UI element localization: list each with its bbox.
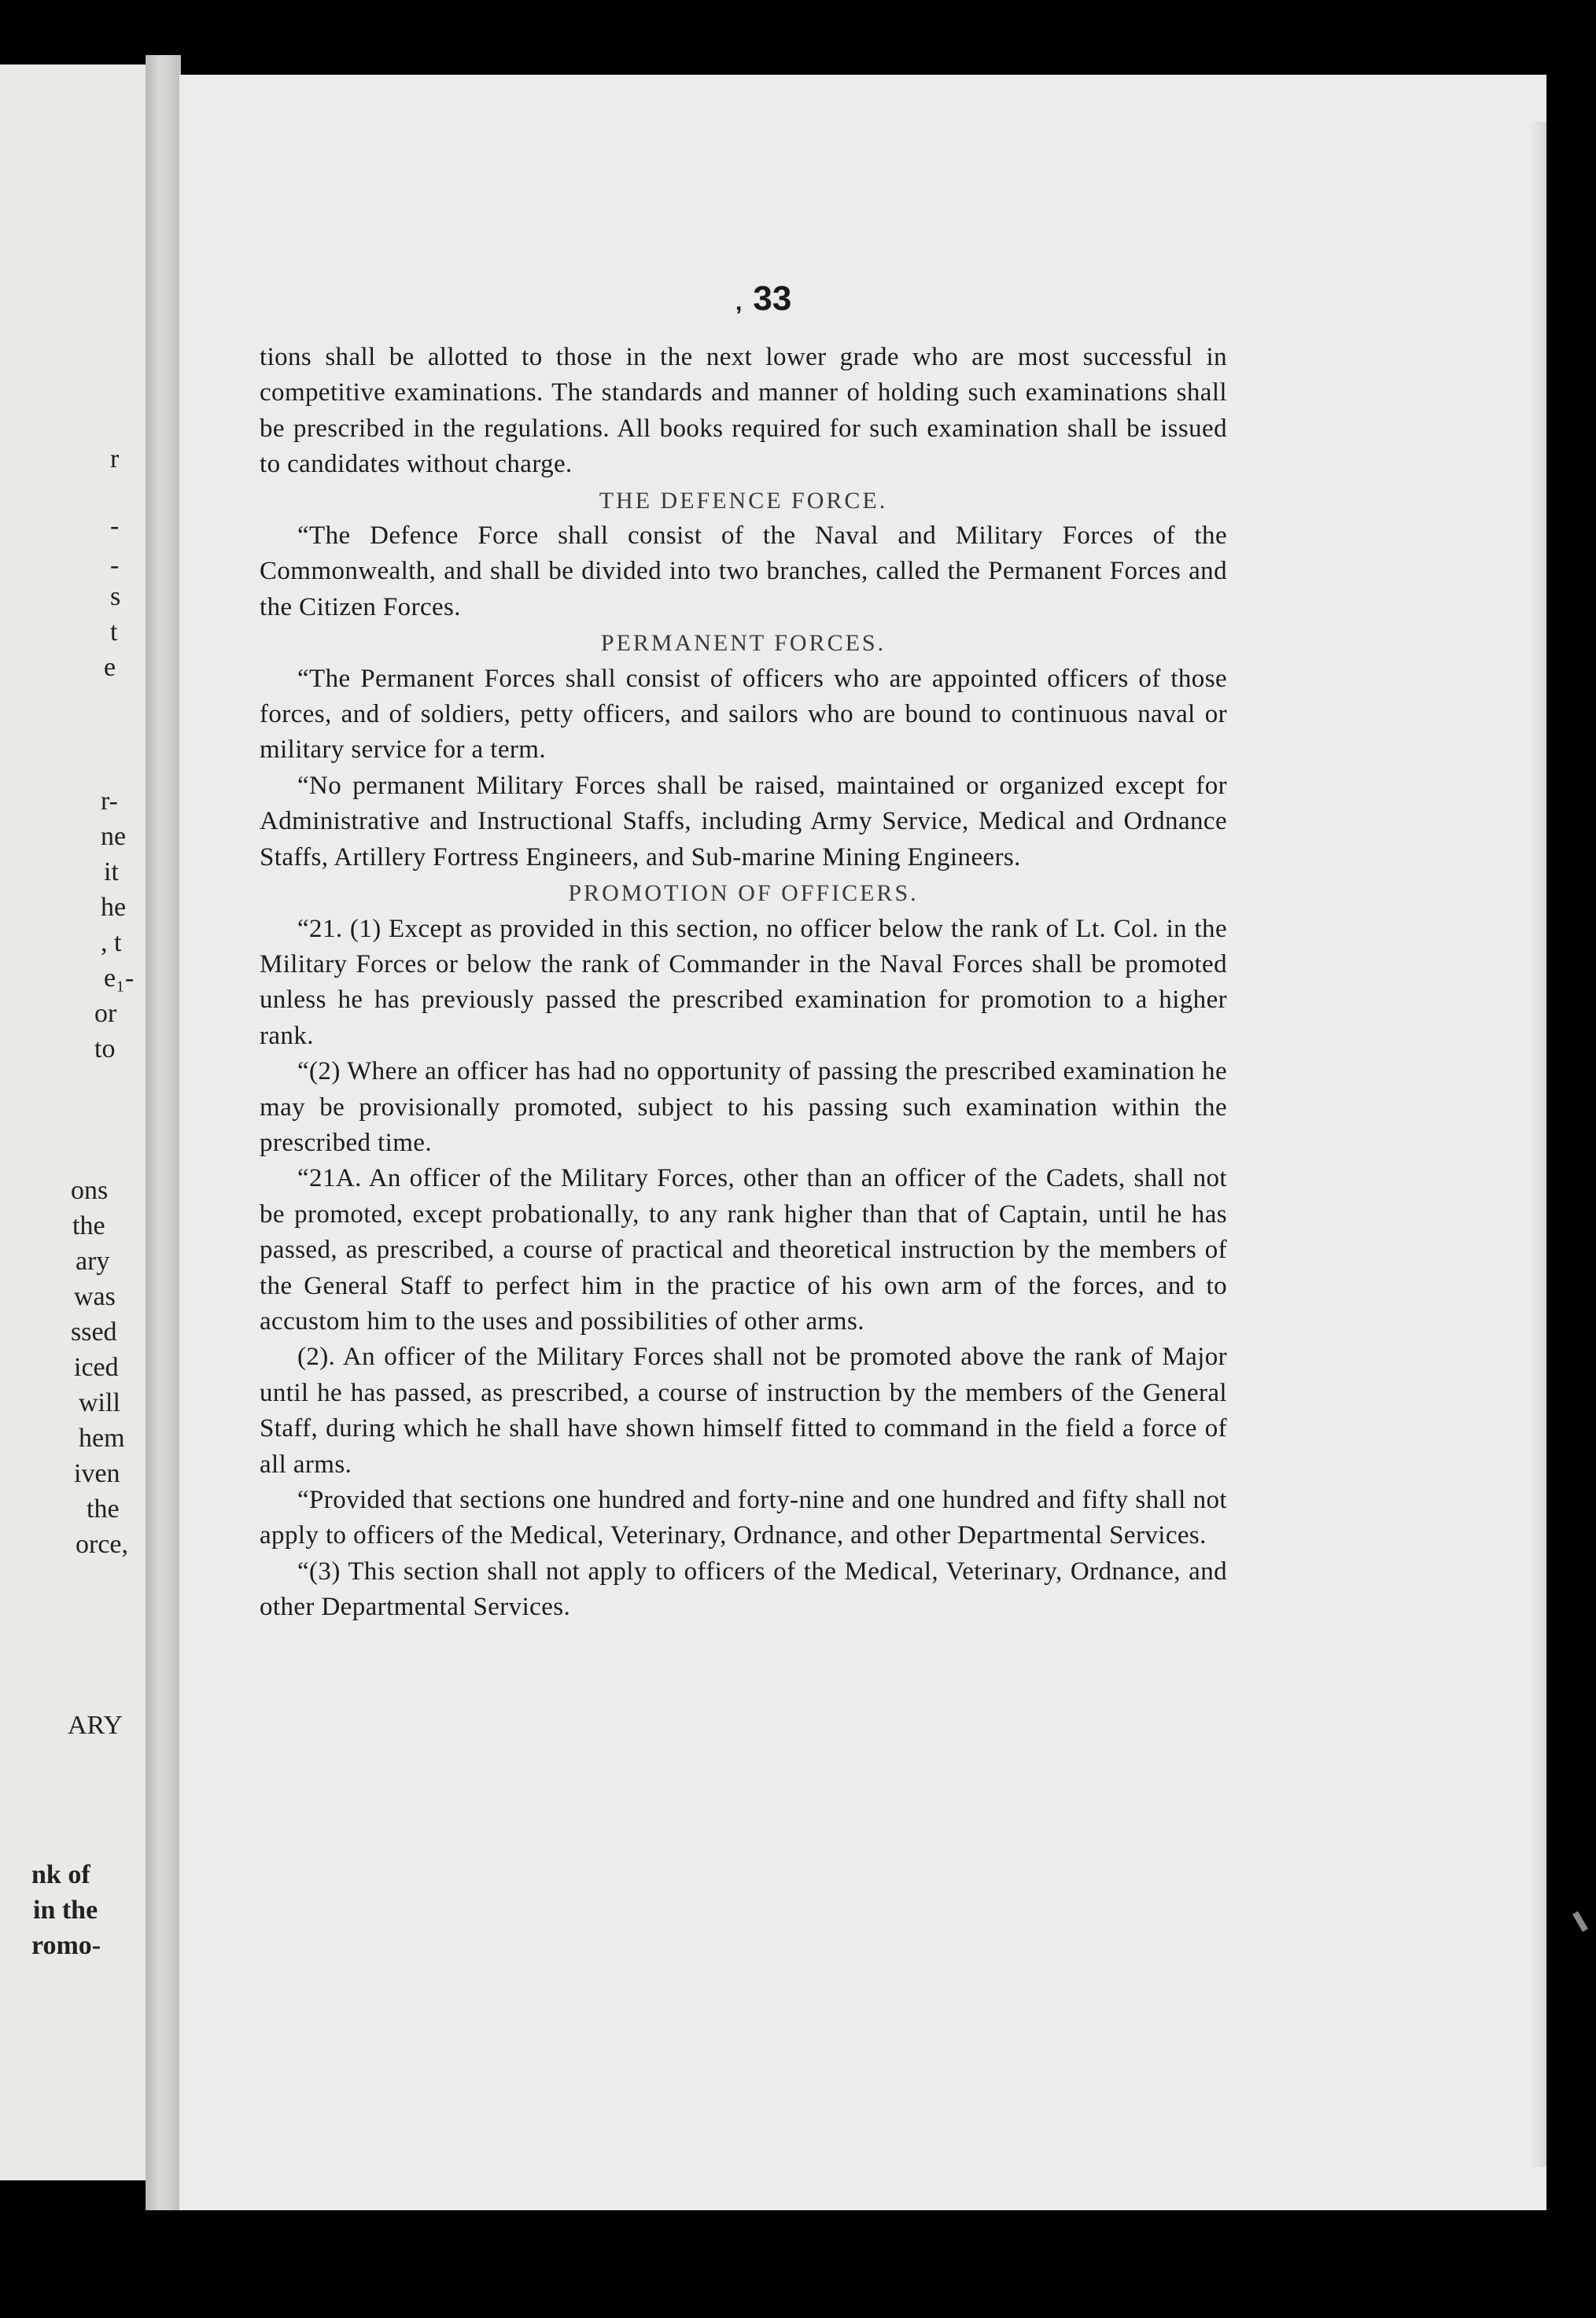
body-paragraph: (2). An officer of the Military Forces shall not be promoted above the rank of Major until he has passed, as prescribed, a course of instruction by the members of the General Staff, during which he shall have shown himself fitted to command in the field a force of all arms. [260,1343,1227,1479]
fragment-text: iven [74,1459,120,1488]
fragment-text: ARY [68,1711,123,1740]
body-paragraph: “(2) Where an officer has had no opportunity of passing the prescribed examination he may be provisionally promoted, subject to his passing such examination within the prescribed time. [260,1057,1227,1157]
body-paragraph: “The Defence Force shall consist of the Naval and Military Forces of the Commonwealth, and shall be divided into two branches, called the Permanent Forces and the Citizen Forces. [260,521,1227,621]
section-heading: PERMANENT FORCES. [600,630,886,657]
page-number-mark: , [735,289,743,315]
fragment-text: - [110,511,120,540]
body-paragraph: “No permanent Military Forces shall be raised, maintained or organized except for Administrative and Instructional Staffs, including Army Service, Medical and Ordnance Staffs, Artillery Fortress Engineers, and Sub-marine Mining Engineers. [260,771,1227,872]
section-heading: THE DEFENCE FORCE. [599,487,888,514]
body-paragraph: “Provided that sections one hundred and forty-nine and one hundred and fifty shall not apply to officers of the Medical, Veterinary, Ordnance, and other Departmental Services. [260,1486,1227,1550]
fragment-text: romo- [31,1931,101,1960]
fragment-text: s [110,582,121,611]
fragment-text: , t [101,928,122,957]
body-paragraph: “21. (1) Except as provided in this section, no officer below the rank of Lt. Col. in the Military Forces or below the rank of Commander in the Naval Forces shall be promoted unless he has previously passed the prescribed examination for promotion to a higher rank. [260,914,1227,1050]
page-gutter [146,55,181,2210]
page-number [735,279,791,322]
fragment-text: the [72,1211,105,1240]
fragment-text: will [79,1388,120,1417]
scan-border [1546,0,1596,2318]
page-body-text [260,340,1227,1626]
fragment-text: iced [74,1353,119,1382]
fragment-text: r- [101,787,118,816]
body-paragraph: “The Permanent Forces shall consist of officers who are appointed officers of those forces, and of soldiers, petty officers, and sailors who are bound to continuous naval or military service for a term. [260,664,1227,765]
fragment-text: was [74,1282,116,1311]
body-paragraph: tions shall be allotted to those in the next lower grade who are most successful in competitive examinations. The standards and manner of holding such examinations shall be prescribed in the regulations. All books required for such examination shall be issued to candidates without charge. [260,343,1227,479]
fragment-text: orce, [76,1530,129,1559]
fragment-text: the [87,1494,120,1524]
fragment-text: t [110,617,118,647]
facing-page-fragment [0,64,146,2180]
fragment-text: r [110,444,120,474]
fragment-text: ssed [71,1317,117,1347]
fragment-text: ary [76,1247,110,1276]
fragment-text: ons [71,1176,109,1205]
fragment-text: or [94,999,117,1028]
fragment-text: to [94,1034,116,1063]
fragment-text: in the [33,1896,98,1925]
fragment-text: - [110,551,120,580]
fragment-text: hem [79,1424,125,1453]
fragment-text: e [104,653,116,682]
fragment-text: it [104,857,119,886]
fragment-text: e₁- [104,964,135,993]
body-paragraph: “21A. An officer of the Military Forces, other than an officer of the Cadets, shall not be promoted, except probationally, to any rank higher than that of Captain, until he has passed, as prescribed, a course of practical and theoretical instruction by the members of the General Staff to perfect him in the practice of his own arm of the forces, and to accustom him to the uses and possibilities of other arms. [260,1164,1227,1336]
fragment-text: nk of [31,1860,90,1889]
section-heading: PROMOTION OF OFFICERS. [568,880,919,907]
body-paragraph: “(3) This section shall not apply to officers of the Medical, Veterinary, Ordnance, and other Departmental Services. [260,1557,1227,1622]
fragment-text: he [101,893,127,922]
fragment-text: ne [101,822,127,851]
page-number-value: 33 [753,279,792,318]
